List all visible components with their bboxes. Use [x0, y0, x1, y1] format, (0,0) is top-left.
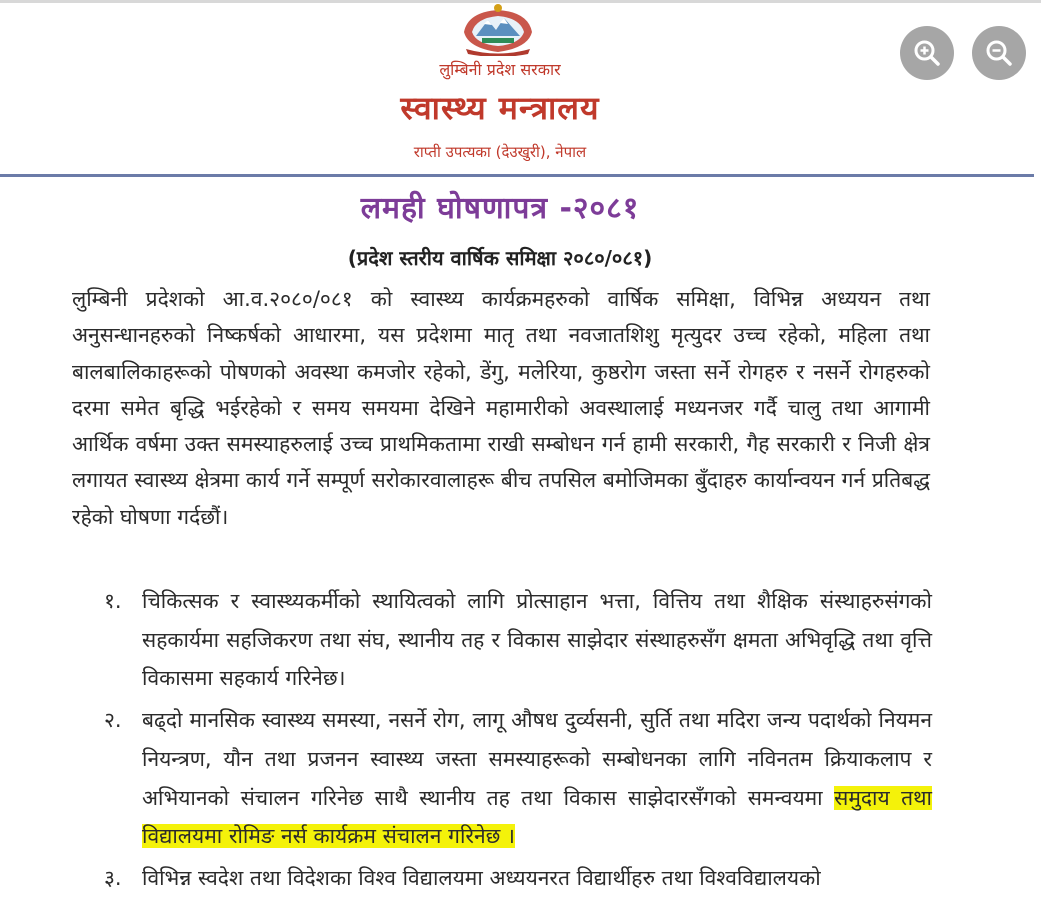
list-item-number: ३.: [104, 865, 122, 890]
government-name: लुम्बिनी प्रदेश सरकार: [439, 60, 561, 79]
document-title: लमही घोषणापत्र -२०८१: [360, 191, 640, 226]
highlighted-text: समुदाय तथा विद्यालयमा रोमिङ नर्स कार्यक्रम संचालन गरिनेछ ।: [142, 785, 932, 849]
list-item-text: विभिन्न स्वदेश तथा विदेशका विश्व विद्यालयमा अध्ययनरत विद्यार्थीहरु तथा विश्वविद्यालयको: [142, 865, 821, 890]
zoom-out-button[interactable]: [972, 26, 1026, 80]
list-item-number: २.: [104, 708, 122, 733]
list-item-number: १.: [104, 589, 122, 613]
declaration-list: [104, 582, 932, 898]
zoom-in-button[interactable]: [900, 26, 954, 80]
list-item: [104, 701, 932, 856]
intro-paragraph: लुम्बिनी प्रदेशको आ.व.२०८०/०८१ को स्वास्थ्य कार्यक्रमहरुको वार्षिक समिक्षा, विभिन्न अध्ययन तथा अनुसन्धानहरुको निष्कर्षको आधारमा, यस प्रदेशमा मातृ तथा नवजातशिशु मृत्युदर उच्च रहेको, महिला तथा बालबालिकाहरूको पोषणको अवस्था कमजोर रहेको, डेंगु, मलेरिया, कुष्ठरोग जस्ता सर्ने रोगहरु र नसर्ने रोगहरुको दरमा समेत बृद्धि भईरहेको र समय समयमा देखिने महामारीको अवस्थालाई मध्यनजर गर्दै चालु तथा आगामी आर्थिक वर्षमा उक्त समस्याहरुलाई उच्च प्राथमिकतामा राखी सम्बोधन गर्न हामी सरकारी, गैह सरकारी र निजी क्षेत्र लगायत स्वास्थ्य क्षेत्रमा कार्य गर्ने सम्पूर्ण सरोकारवालाहरू बीच तपसिल बमोजिमका बुँदाहरु कार्यान्वयन गर्न प्रतिबद्ध रहेको घोषणा गर्दछौं।: [72, 287, 930, 529]
list-item-text: बढ्दो मानसिक स्वास्थ्य समस्या, नसर्ने रोग, लागू औषध दुर्व्यसनी, सुर्ति तथा मदिरा जन्य पदार्थको नियमन नियन्त्रण, यौन तथा प्रजनन स्वास्थ्य जस्ता समस्याहरूको सम्बोधनका लागि नविनतम क्रियाकलाप र अभियानको संचालन गरिनेछ साथै स्थानीय तह तथा विकास साझेदारसँगको समन्वयमा: [142, 708, 932, 810]
nepal-emblem-icon: [458, 2, 538, 56]
header-divider: [0, 174, 1034, 177]
list-item: [104, 582, 932, 698]
list-item: [104, 859, 932, 898]
ministry-name: स्वास्थ्य मन्त्रालय: [400, 89, 600, 127]
office-address: राप्ती उपत्यका (देउखुरी), नेपाल: [413, 143, 587, 161]
zoom-in-icon: [912, 38, 942, 68]
document-subtitle: (प्रदेश स्तरीय वार्षिक समिक्षा २०८०/०८१): [347, 246, 653, 270]
zoom-out-icon: [984, 38, 1014, 68]
list-item-text: चिकित्सक र स्वास्थ्यकर्मीको स्थायित्वको लागि प्रोत्साहान भत्ता, वित्तिय तथा शैक्षिक संस्थाहरुसंगको सहकार्यमा सहजिकरण तथा संघ, स्थानीय तह र विकास साझेदार संस्थाहरुसँग क्षमता अभिवृद्धि तथा वृत्ति विकासमा सहकार्य गरिनेछ।: [142, 589, 932, 691]
